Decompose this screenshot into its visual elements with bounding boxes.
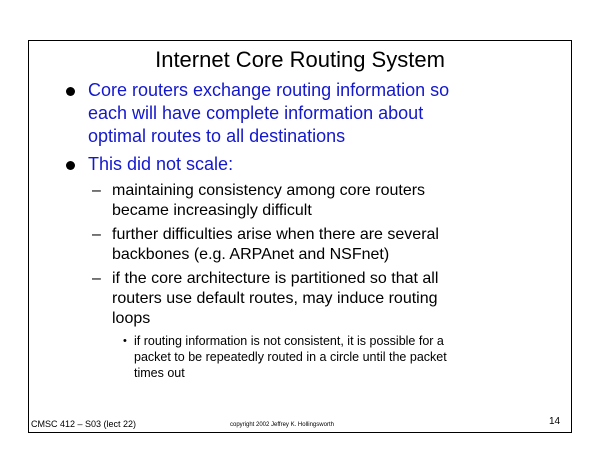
sub-sub-bullet-item [66, 333, 566, 381]
bullet-line: This did not scale: [88, 154, 234, 174]
bullet-line: optimal routes to all destinations [88, 126, 346, 146]
sub-sub-bullet-line: packet to be repeatedly routed in a circle until the packet [134, 350, 447, 364]
sub-bullet-line: backbones (e.g. ARPAnet and NSFnet) [112, 246, 390, 263]
sub-sub-bullet-line: if routing information is not consistent, it is possible for a [134, 334, 444, 348]
small-dot-marker: • [123, 335, 127, 347]
page-number: 14 [549, 416, 561, 427]
sub-bullet-line: loops [112, 310, 151, 327]
slide-title: Internet Core Routing System [155, 47, 445, 72]
bullet-line: each will have complete information about [88, 103, 424, 123]
slide-content [66, 79, 566, 381]
dash-marker: – [92, 270, 101, 287]
bullet-line: Core routers exchange routing information so [88, 80, 450, 100]
bullet-dot-icon [66, 161, 75, 170]
dash-marker: – [92, 182, 101, 199]
sub-bullet-line: maintaining consistency among core routers [112, 182, 426, 199]
dash-marker: – [92, 226, 101, 243]
bullet-item [66, 79, 566, 148]
sub-bullet-item [66, 225, 566, 265]
sub-bullet-line: further difficulties arise when there are several [112, 226, 439, 243]
sub-bullet-line: if the core architecture is partitioned so that all [112, 270, 439, 287]
bullet-item [66, 153, 566, 176]
sub-bullet-item [66, 269, 566, 329]
sub-sub-bullet-line: times out [134, 366, 185, 380]
sub-bullet-item [66, 181, 566, 221]
sub-bullet-line: routers use default routes, may induce routing [112, 290, 438, 307]
sub-bullet-line: became increasingly difficult [112, 202, 312, 219]
bullet-dot-icon [66, 87, 75, 96]
footer-copyright: copyright 2002 Jeffrey K. Hollingsworth [230, 422, 334, 428]
footer-course-label: CMSC 412 – S03 (lect 22) [31, 419, 137, 429]
